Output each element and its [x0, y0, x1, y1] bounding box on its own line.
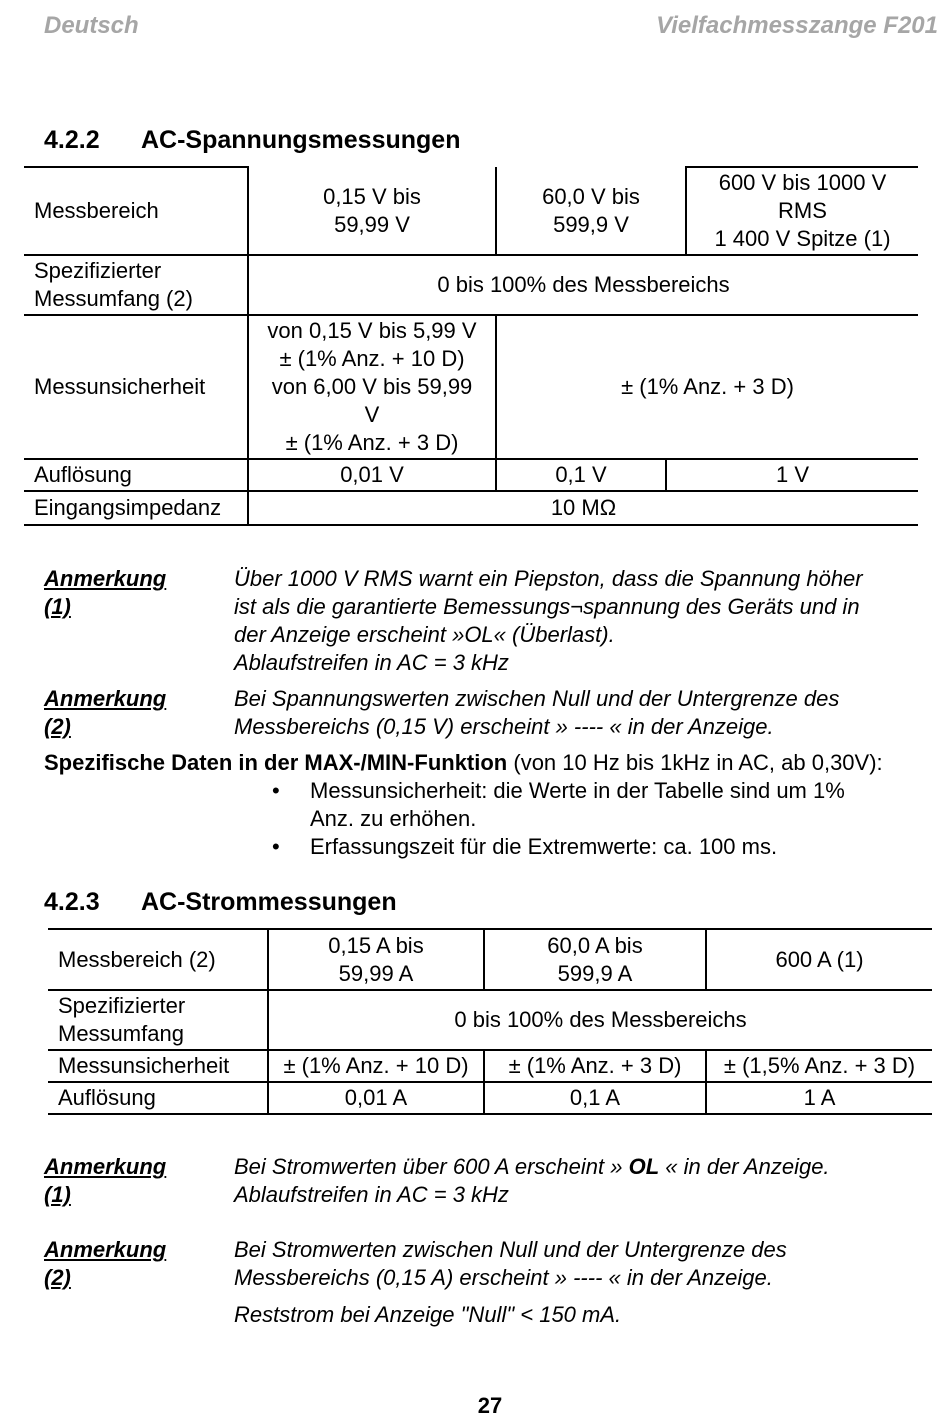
table-row-spec — [48, 990, 932, 1050]
header-product: Vielfachmesszange F201 — [656, 12, 938, 39]
row-label: Eingangsimpedanz — [24, 491, 248, 525]
max-min-bullet-list — [268, 777, 930, 861]
resolution-cell-3: 1 A — [706, 1082, 932, 1114]
note-key: Anmerkung (1) — [44, 566, 167, 619]
row-label: Auflösung — [24, 459, 248, 491]
note-key: Anmerkung (2) — [44, 1237, 167, 1290]
section-number: 4.2.2 — [44, 126, 100, 154]
section-number: 4.2.3 — [44, 888, 100, 916]
range-cell-3: 600 V bis 1000 V RMS 1 400 V Spitze (1) — [686, 167, 918, 255]
row-label: Messunsicherheit — [24, 315, 248, 459]
range-cell-3: 600 A (1) — [706, 929, 932, 990]
table-row-resolution — [24, 459, 918, 491]
header-language: Deutsch — [44, 12, 139, 39]
table-row-range — [48, 929, 932, 990]
table-row-uncertainty — [24, 315, 918, 459]
ac-voltage-table — [24, 166, 918, 526]
list-item: • Erfassungszeit für die Extremwerte: ca. 100 ms. — [272, 834, 778, 859]
row-label: Messbereich (2) — [48, 929, 268, 990]
note-text: Bei Spannungswerten zwischen Null und der Untergrenze des Messbereichs (0,15 V) erscheint » ---- « in der Anzeige. — [234, 686, 840, 739]
range-cell-2: 60,0 V bis 599,9 V — [496, 167, 686, 255]
spec-range-cell: 0 bis 100% des Messbereichs — [268, 990, 932, 1050]
table-row-resolution — [48, 1082, 932, 1114]
note-text: Über 1000 V RMS warnt ein Piepston, dass die Spannung höher ist als die garantierte Bemessungs¬spannung des Geräts und in der Anzeige erscheint »OL« (Überlast). Ablaufstreifen in AC = 3 kHz — [234, 566, 863, 675]
list-item: • Messunsicherheit: die Werte in der Tabelle sind um 1% Anz. zu erhöhen. — [272, 778, 845, 831]
resolution-cell-3: 1 V — [666, 459, 918, 491]
page-number: 27 — [477, 1393, 503, 1418]
ac-current-table — [48, 928, 932, 1115]
impedance-cell: 10 MΩ — [248, 491, 918, 525]
resolution-cell-2: 0,1 V — [496, 459, 666, 491]
row-label: Spezifizierter Messumfang — [48, 990, 268, 1050]
uncertainty-cell-3: ± (1,5% Anz. + 3 D) — [706, 1050, 932, 1082]
section-title-ac-voltage — [44, 126, 460, 155]
resolution-cell-2: 0,1 A — [484, 1082, 706, 1114]
range-cell-1: 0,15 A bis 59,99 A — [268, 929, 484, 990]
row-label: Messunsicherheit — [48, 1050, 268, 1082]
row-label: Auflösung — [48, 1082, 268, 1114]
uncertainty-cell-1: von 0,15 V bis 5,99 V ± (1% Anz. + 10 D) von 6,00 V bis 59,99 V ± (1% Anz. + 3 D) — [248, 315, 496, 459]
max-min-specification: Spezifische Daten in der MAX-/MIN-Funktion (von 10 Hz bis 1kHz in AC, ab 0,30V): — [44, 750, 883, 775]
table-row-range — [24, 167, 918, 255]
uncertainty-cell-rest: ± (1% Anz. + 3 D) — [496, 315, 918, 459]
table-row-uncertainty — [48, 1050, 932, 1082]
uncertainty-cell-1: ± (1% Anz. + 10 D) — [268, 1050, 484, 1082]
row-label: Spezifizierter Messumfang (2) — [24, 255, 248, 315]
uncertainty-cell-2: ± (1% Anz. + 3 D) — [484, 1050, 706, 1082]
row-label: Messbereich — [24, 167, 248, 255]
table-row-impedance — [24, 491, 918, 525]
section-title-ac-current — [44, 888, 397, 917]
resolution-cell-1: 0,01 A — [268, 1082, 484, 1114]
section-heading: AC-Strommessungen — [141, 888, 397, 916]
note-text: Bei Stromwerten zwischen Null und der Untergrenze des Messbereichs (0,15 A) erscheint » ---- « in der Anzeige. Reststrom bei Anzeige "Null" < 150 mA. — [234, 1237, 787, 1327]
range-cell-1: 0,15 V bis 59,99 V — [248, 167, 496, 255]
note-text: Bei Stromwerten über 600 A erscheint » OL « in der Anzeige. Ablaufstreifen in AC = 3 kHz — [234, 1154, 830, 1207]
spec-range-cell: 0 bis 100% des Messbereichs — [248, 255, 918, 315]
table-row-spec — [24, 255, 918, 315]
note-key: Anmerkung (1) — [44, 1154, 167, 1207]
range-cell-2: 60,0 A bis 599,9 A — [484, 929, 706, 990]
note-key: Anmerkung (2) — [44, 686, 167, 739]
section-heading: AC-Spannungsmessungen — [141, 126, 461, 154]
resolution-cell-1: 0,01 V — [248, 459, 496, 491]
